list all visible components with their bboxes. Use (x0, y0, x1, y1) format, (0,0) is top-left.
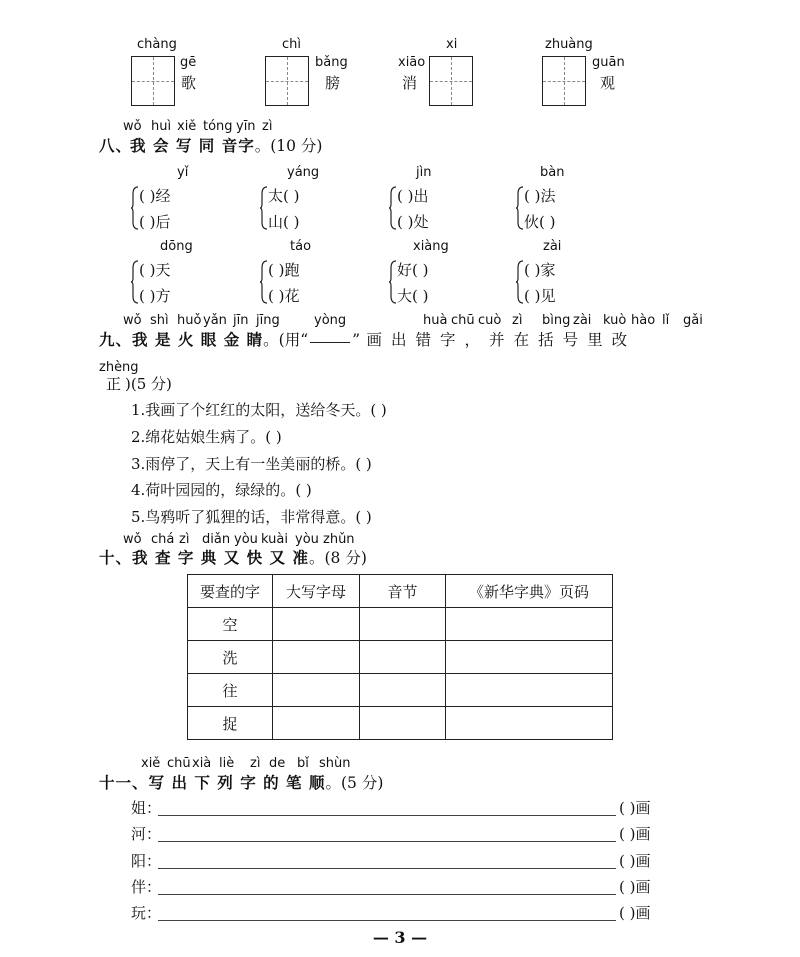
underline-sample (310, 342, 350, 343)
answer-cell[interactable] (360, 674, 446, 707)
group-pinyin: dōng (160, 239, 193, 254)
answer-cell[interactable] (446, 641, 613, 674)
pinyin-label: shì (150, 313, 169, 328)
title-char: 下 (194, 773, 211, 792)
group-pinyin: xiàng (413, 239, 449, 254)
pinyin-label: diǎn (202, 532, 231, 547)
pinyin-label: zì (250, 756, 261, 771)
title-char: 又 (269, 548, 287, 567)
fill-blank-item[interactable]: 太( ) (268, 187, 300, 205)
pinyin-label: yòng (314, 313, 347, 328)
title-char: 是 (154, 330, 172, 349)
pinyin-label: hào (631, 313, 656, 328)
table-header: 要查的字 (188, 575, 273, 608)
hint-char: 膀 (325, 74, 341, 92)
pinyin-label: xià (192, 756, 212, 771)
page-number: — 3 — (372, 928, 428, 947)
fill-blank-item[interactable]: ( )家 (524, 261, 556, 279)
pinyin-label: liè (219, 756, 235, 771)
brace-icon (516, 186, 523, 230)
fill-blank-item[interactable]: ( )方 (139, 287, 171, 305)
pinyin-label: yòu (295, 532, 319, 547)
title-char: 我 (130, 136, 147, 155)
fill-blank-item[interactable]: 伙( ) (524, 213, 556, 231)
brace-icon (260, 186, 267, 230)
instruction-text: 画出错字，并在括号里改 (366, 331, 637, 349)
pinyin-label: gǎi (683, 313, 703, 328)
title-char: 火 (177, 330, 195, 349)
answer-cell[interactable] (273, 674, 360, 707)
pinyin-label: lǐ (662, 313, 670, 328)
answer-line[interactable] (158, 868, 616, 869)
table-header: 音节 (360, 575, 446, 608)
title-char: 字 (240, 773, 257, 792)
table-cell-char: 往 (188, 674, 273, 707)
answer-cell[interactable] (273, 608, 360, 641)
brace-icon (389, 260, 396, 304)
answer-cell[interactable] (273, 641, 360, 674)
stroke-char: 阳： (131, 852, 162, 870)
section-number: 八、 (99, 136, 133, 155)
pinyin-label: shùn (319, 756, 351, 771)
table-row (188, 608, 613, 641)
pinyin-label: huì (151, 119, 172, 134)
table-cell-char: 捉 (188, 707, 273, 740)
hint-char: 观 (600, 74, 616, 92)
score-label: 。(8 分) (308, 549, 367, 567)
pinyin-label: bǐ (297, 756, 309, 771)
brace-icon (389, 186, 396, 230)
instruction-text: 正 )(5 分) (106, 375, 172, 393)
fill-blank-item[interactable]: ( )跑 (268, 261, 300, 279)
title-char: 眼 (200, 330, 218, 349)
pinyin-label: chū (451, 313, 475, 328)
fill-blank-item[interactable]: 好( ) (397, 261, 429, 279)
table-header-row (188, 575, 613, 608)
stroke-count[interactable]: ( )画 (619, 852, 651, 870)
score-label: 。(10 分) (254, 137, 323, 155)
writing-box[interactable] (542, 56, 586, 106)
title-char: 音 (221, 136, 239, 155)
pinyin-label: guān (592, 55, 625, 70)
hint-char: 消 (402, 74, 418, 92)
title-char: 同 (198, 136, 216, 155)
group-pinyin: zài (543, 239, 562, 254)
pinyin-label: yòu (234, 532, 258, 547)
title-char: 的 (263, 773, 280, 792)
pinyin-label: chá (151, 532, 175, 547)
pinyin-label: cuò (478, 313, 502, 328)
pinyin-label: bìng (542, 313, 571, 328)
fill-blank-item[interactable]: ( )处 (397, 213, 429, 231)
title-char: 又 (223, 548, 241, 567)
fill-blank-item[interactable]: ( )经 (139, 187, 171, 205)
fill-blank-item[interactable]: 山( ) (268, 213, 300, 231)
instruction-text: 。(用“ (263, 331, 309, 349)
pinyin-label: tóng (203, 119, 233, 134)
answer-cell[interactable] (360, 608, 446, 641)
table-header: 《新华字典》页码 (446, 575, 613, 608)
title-char: 笔 (286, 773, 303, 792)
table-header: 大写字母 (273, 575, 360, 608)
pinyin-label: yīn (236, 119, 256, 134)
title-char: 我 (132, 330, 149, 349)
score-label: 。(5 分) (325, 774, 384, 792)
pinyin-label: wǒ (123, 119, 142, 134)
title-char: 字 (238, 136, 255, 155)
pinyin-label: xiě (141, 756, 161, 771)
pinyin-label: yǎn (203, 313, 227, 328)
stroke-count[interactable]: ( )画 (619, 799, 651, 817)
pinyin-label: gē (180, 55, 197, 70)
fill-blank-item[interactable]: 大( ) (397, 287, 429, 305)
brace-icon (131, 186, 138, 230)
pinyin-label: kuò (603, 313, 627, 328)
title-char: 写 (148, 773, 166, 792)
pinyin-label: wǒ (123, 532, 142, 547)
section-title (99, 771, 383, 793)
pinyin-label: zhèng (99, 360, 139, 375)
pinyin-label: jīn (233, 313, 249, 328)
sentence-item[interactable]: 1.我画了个红红的太阳，送给冬天。( ) (131, 401, 387, 419)
pinyin-label: chì (282, 37, 301, 52)
stroke-char: 伴： (131, 878, 162, 896)
group-pinyin: yáng (287, 165, 320, 180)
table-cell-char: 洗 (188, 641, 273, 674)
sentence-item[interactable]: 4.荷叶园园的，绿绿的。( ) (131, 481, 312, 499)
pinyin-label: bǎng (315, 55, 348, 70)
fill-blank-item[interactable]: ( )出 (397, 187, 429, 205)
title-char: 睛 (246, 330, 264, 349)
answer-line[interactable] (158, 894, 616, 895)
pinyin-label: jīng (256, 313, 280, 328)
stroke-char: 河： (131, 825, 162, 843)
title-char: 金 (223, 330, 241, 349)
fill-blank-item[interactable]: ( )见 (524, 287, 556, 305)
title-char: 列 (217, 773, 234, 792)
answer-cell[interactable] (360, 641, 446, 674)
pinyin-label: xiāo (398, 55, 426, 70)
table-row (188, 641, 613, 674)
group-pinyin: bàn (540, 165, 565, 180)
section-title (99, 328, 711, 350)
pinyin-label: huà (423, 313, 448, 328)
stroke-char: 姐： (131, 799, 162, 817)
pinyin-label: chū (167, 756, 191, 771)
pinyin-label: wǒ (123, 313, 142, 328)
pinyin-label: xi (446, 37, 458, 52)
answer-line[interactable] (158, 815, 616, 816)
title-char: 写 (175, 136, 193, 155)
pinyin-label: zì (179, 532, 190, 547)
pinyin-label: zì (262, 119, 273, 134)
stroke-count[interactable]: ( )画 (619, 904, 651, 922)
pinyin-label: xiě (177, 119, 197, 134)
writing-box[interactable] (131, 56, 175, 106)
group-pinyin: táo (290, 239, 312, 254)
section-title (99, 134, 322, 156)
pinyin-label: huǒ (177, 313, 202, 328)
title-char: 会 (152, 136, 170, 155)
group-pinyin: yǐ (177, 165, 189, 180)
instruction-text: ” (352, 331, 361, 349)
sentence-item[interactable]: 3.雨停了，天上有一坐美丽的桥。( ) (131, 455, 372, 473)
answer-cell[interactable] (446, 608, 613, 641)
group-pinyin: jìn (416, 165, 432, 180)
fill-blank-item[interactable]: ( )后 (139, 213, 171, 231)
pinyin-label: zài (573, 313, 592, 328)
section-number: 十一、 (99, 773, 149, 792)
section-number: 九、 (99, 330, 133, 349)
sentence-item[interactable]: 5.鸟鸦听了狐狸的话，非常得意。( ) (131, 508, 372, 526)
pinyin-label: kuài (261, 532, 288, 547)
title-char: 出 (171, 773, 188, 792)
hint-char: 歌 (181, 74, 197, 92)
fill-blank-item[interactable]: ( )天 (139, 261, 171, 279)
brace-icon (131, 260, 138, 304)
writing-box[interactable] (265, 56, 309, 106)
title-char: 快 (246, 548, 264, 567)
pinyin-label: zhǔn (323, 532, 355, 547)
answer-cell[interactable] (273, 707, 360, 740)
table-row (188, 707, 613, 740)
answer-cell[interactable] (360, 707, 446, 740)
stroke-char: 玩： (131, 904, 162, 922)
title-char: 典 (200, 548, 218, 567)
writing-box[interactable] (429, 56, 473, 106)
section-number: 十、 (99, 548, 133, 567)
pinyin-label: zì (512, 313, 523, 328)
brace-icon (516, 260, 523, 304)
pinyin-label: chàng (137, 37, 177, 52)
title-char: 准 (292, 548, 309, 567)
table-row (188, 674, 613, 707)
pinyin-label: zhuàng (545, 37, 593, 52)
stroke-count[interactable]: ( )画 (619, 878, 651, 896)
table-cell-char: 空 (188, 608, 273, 641)
pinyin-label: de (269, 756, 286, 771)
answer-line[interactable] (158, 841, 616, 842)
title-char: 查 (154, 548, 172, 567)
title-char: 字 (177, 548, 195, 567)
title-char: 我 (132, 548, 149, 567)
brace-icon (260, 260, 267, 304)
stroke-count[interactable]: ( )画 (619, 825, 651, 843)
answer-cell[interactable] (446, 707, 613, 740)
fill-blank-item[interactable]: ( )法 (524, 187, 556, 205)
answer-line[interactable] (158, 920, 616, 921)
section-title (99, 546, 367, 568)
dictionary-table (187, 574, 613, 740)
fill-blank-item[interactable]: ( )花 (268, 287, 300, 305)
sentence-item[interactable]: 2.绵花姑娘生病了。( ) (131, 428, 282, 446)
title-char: 顺 (308, 773, 326, 792)
answer-cell[interactable] (446, 674, 613, 707)
